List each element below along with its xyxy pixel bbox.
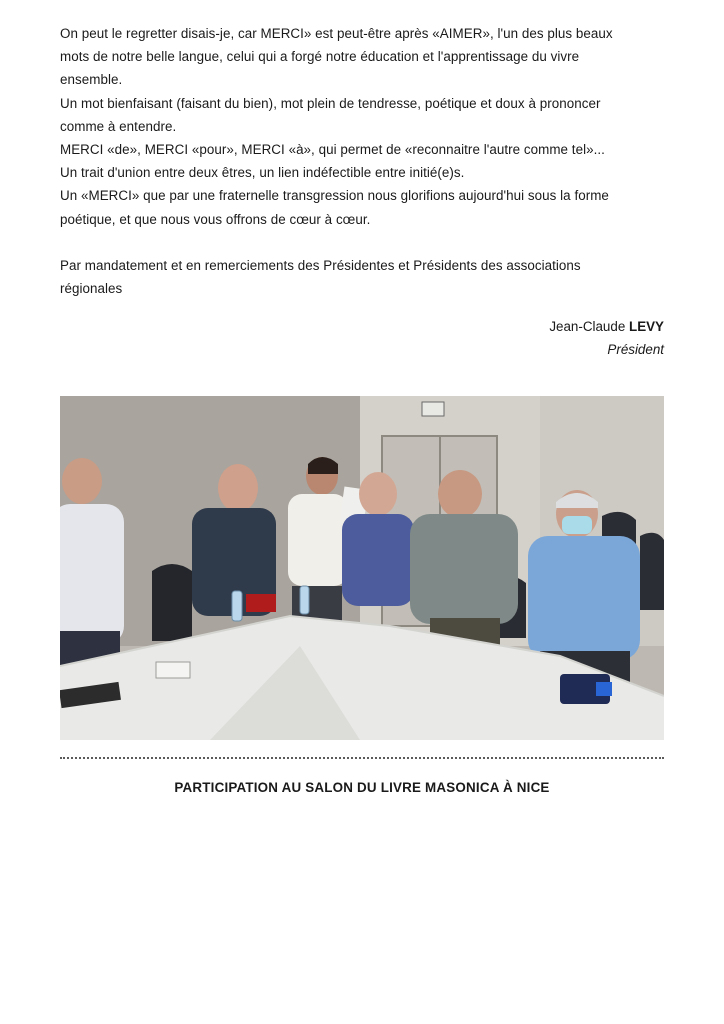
signature <box>60 315 664 361</box>
signature-role: Président <box>607 342 664 358</box>
paragraph-merci <box>60 22 664 231</box>
section-heading: PARTICIPATION AU SALON DU LIVRE MASONICA À NICE <box>174 780 550 795</box>
text-line: Un «MERCI» que par une fraternelle transgression nous glorifions aujourd'hui sous la forme <box>60 188 609 204</box>
text-line: régionales <box>60 281 123 297</box>
signature-first-name: Jean-Claude <box>549 319 626 335</box>
text-line: ensemble. <box>60 72 123 88</box>
text-line: mots de notre belle langue, celui qui a forgé notre éducation et l'apprentissage du vivre <box>60 49 580 65</box>
text-line: MERCI «de», MERCI «pour», MERCI «à», qui permet de «reconnaitre l'autre comme tel»... <box>60 142 605 158</box>
text-line: On peut le regretter disais-je, car MERCI» est peut-être après «AIMER», l'un des plus beaux <box>60 26 613 41</box>
group-meeting-photo <box>60 396 664 740</box>
text-line: Par mandatement et en remerciements des Présidentes et Présidents des associations <box>60 257 581 273</box>
text-line: Un trait d'union entre deux êtres, un lien indéfectible entre initié(e)s. <box>60 165 465 181</box>
text-line: comme à entendre. <box>60 118 177 134</box>
paragraph-mandate <box>60 254 664 300</box>
letter-body <box>60 22 664 362</box>
signature-name <box>60 315 664 338</box>
section-divider <box>60 757 664 759</box>
photo-illustration <box>60 396 664 740</box>
text-line: Un mot bienfaisant (faisant du bien), mot plein de tendresse, poétique et doux à prononcer <box>60 95 601 111</box>
text-line: poétique, et que nous vous offrons de cœur à cœur. <box>60 211 371 227</box>
signature-surname: LEVY <box>629 319 664 335</box>
